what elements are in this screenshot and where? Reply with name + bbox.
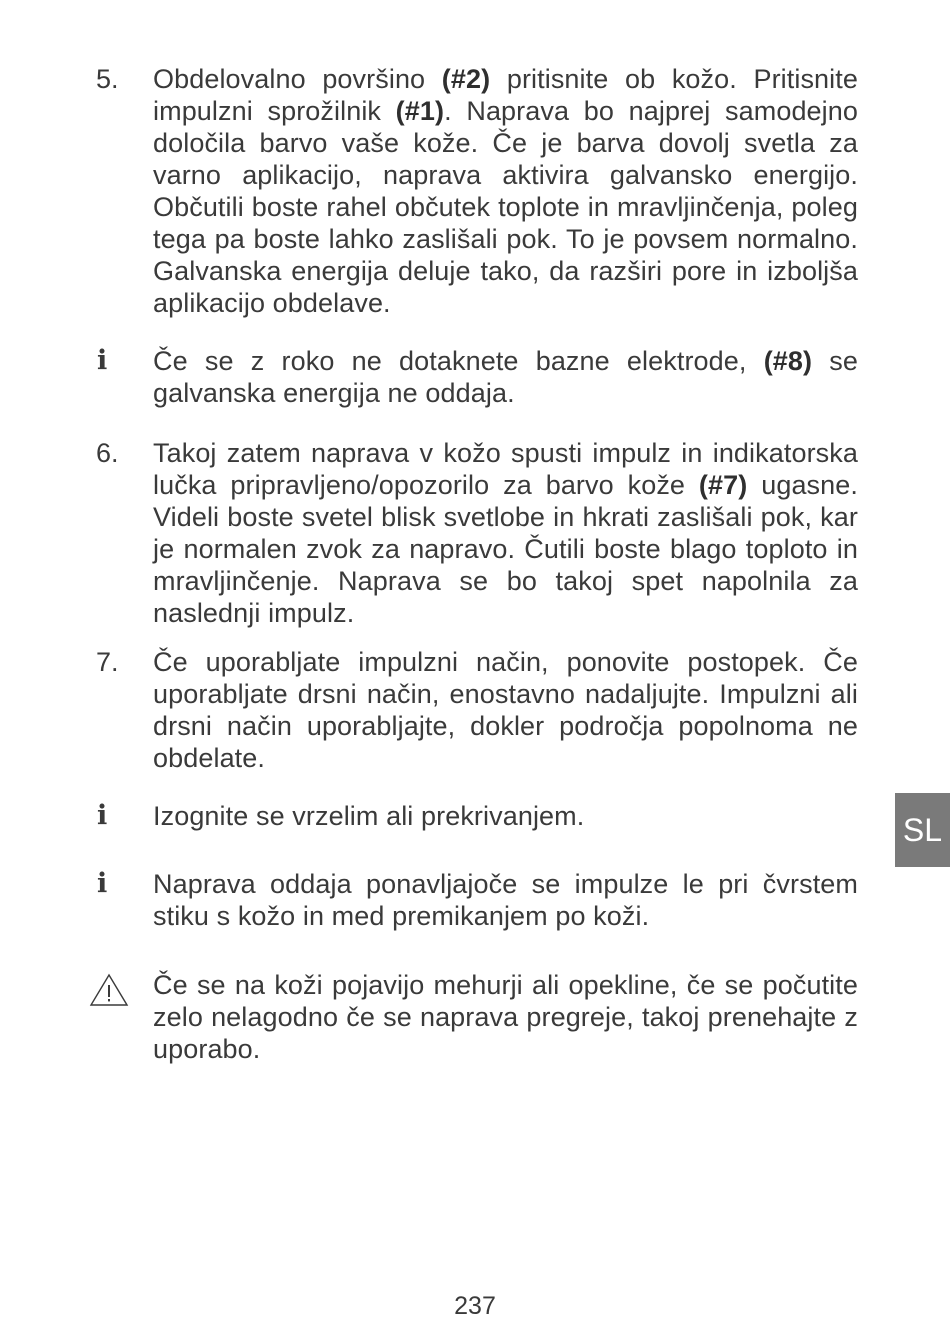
- step-number-6: 6.: [96, 438, 119, 468]
- info-note-3: [153, 868, 858, 932]
- warning-note-paragraph: [153, 969, 858, 1065]
- step-7-text: [153, 646, 858, 774]
- info-icon: i: [97, 868, 108, 899]
- part-reference: (#2): [441, 64, 491, 94]
- info-note-1-paragraph: [153, 345, 858, 409]
- text-segment: Če uporabljate impulzni način, ponovite postopek. Če uporabljate drsni način, enostavno nadaljujte. Impulzni ali drsni način uporabljajte, dokler področja popolnoma ne obdelate.: [153, 647, 858, 773]
- page-number: 237: [454, 1292, 496, 1320]
- part-reference: (#8): [763, 346, 813, 376]
- text-segment: Naprava oddaja ponavljajoče se impulze le pri čvrstem stiku s kožo in med premikanjem po koži.: [153, 869, 858, 931]
- info-note-1: [153, 345, 858, 409]
- text-segment: Če se z roko ne dotaknete bazne elektrode,: [153, 346, 764, 376]
- step-7-paragraph: [153, 646, 858, 774]
- text-segment: ugasne. Videli boste svetel blisk svetlobe in hkrati zaslišali pok, kar je normalen zvok za napravo. Čutili boste blago toploto in mravljinčenje. Naprava se bo takoj spet napolnila za naslednji impulz.: [153, 470, 858, 628]
- info-note-2-paragraph: [153, 800, 858, 832]
- text-segment: Izognite se vrzelim ali prekrivanjem.: [153, 801, 585, 831]
- step-number-7: 7.: [96, 647, 119, 677]
- warning-note: [153, 969, 858, 1065]
- part-reference: (#7): [698, 470, 748, 500]
- info-icon: i: [97, 800, 108, 831]
- language-tab: SL: [895, 793, 950, 867]
- info-icon: i: [97, 345, 108, 376]
- step-5-paragraph: [153, 63, 858, 319]
- step-5-text: [153, 63, 858, 319]
- text-segment: . Naprava bo najprej samodejno določila barvo vaše kože. Če je barva dovolj svetla za varno aplikacijo, naprava aktivira galvansko energijo. Občutili boste rahel občutek toplote in mravljinčenja, poleg tega pa boste lahko zaslišali pok. To je povsem normalno. Galvanska energija deluje tako, da razširi pore in izboljša aplikacijo obdelave.: [153, 96, 859, 318]
- info-note-3-paragraph: [153, 868, 858, 932]
- text-segment: Obdelovalno površino: [153, 64, 442, 94]
- text-segment: se galvanska energija ne oddaja.: [153, 346, 858, 408]
- step-6-paragraph: [153, 437, 858, 629]
- step-number-5: 5.: [96, 64, 119, 94]
- warning-icon: [88, 972, 130, 1008]
- text-segment: pritisnite ob kožo. Pritisnite impulzni sprožilnik: [153, 64, 858, 126]
- text-segment: Takoj zatem naprava v kožo spusti impulz in indikatorska lučka pripravljeno/opozorilo za barvo kože: [153, 438, 858, 500]
- warning-triangle-icon: [88, 972, 130, 1008]
- text-segment: Če se na koži pojavijo mehurji ali opekline, če se počutite zelo nelagodno če se naprava pregreje, takoj prenehajte z uporabo.: [153, 970, 858, 1064]
- step-6-text: [153, 437, 858, 629]
- info-note-2: [153, 800, 858, 832]
- part-reference: (#1): [395, 96, 445, 126]
